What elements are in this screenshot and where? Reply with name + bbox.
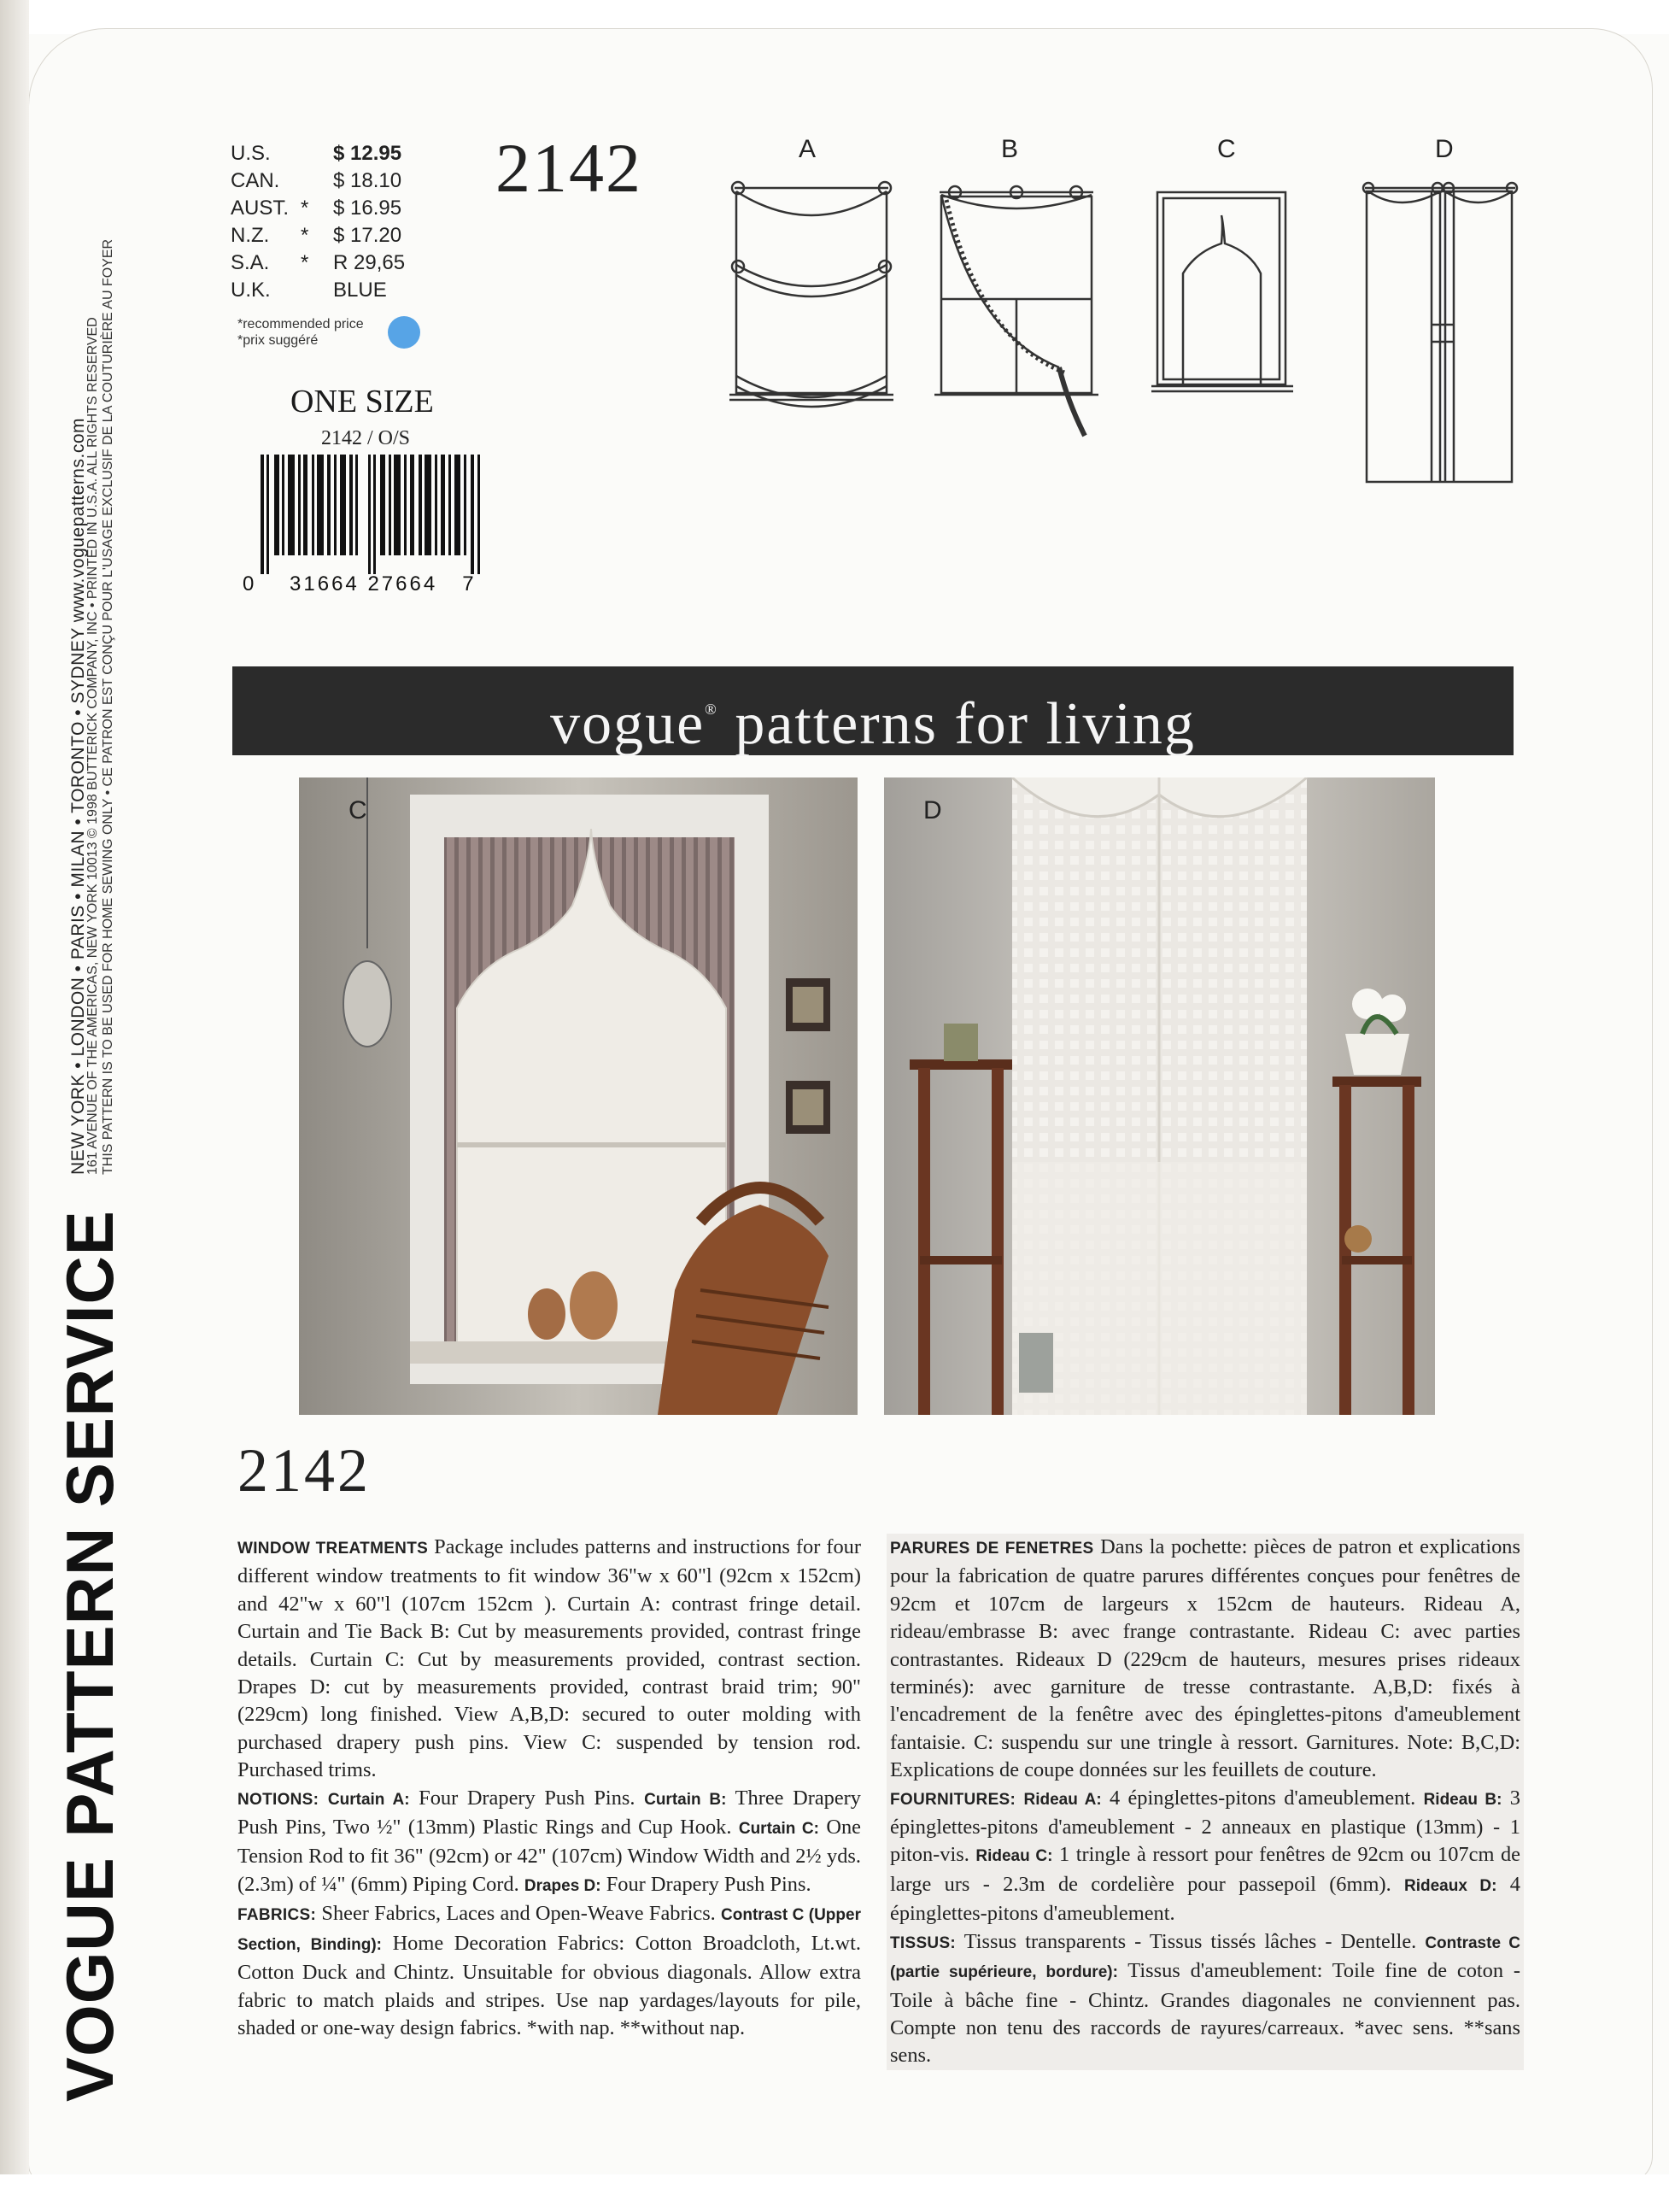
recommended-price-note: *recommended price: [237, 317, 364, 332]
price-country: S.A.: [231, 251, 270, 274]
pattern-number-large: 2142: [237, 1436, 371, 1505]
fournitures-paragraph: [890, 1785, 1520, 1928]
tissus-paragraph: [890, 1928, 1520, 2070]
rideaux-d-label: Rideaux D:: [1403, 1876, 1497, 1895]
price-value: $ 18.10: [333, 169, 402, 192]
window-treatment-drawings-icon: [717, 171, 1529, 487]
section-heading-fr: PARURES DE FENETRES: [890, 1540, 1094, 1558]
window-treatments-paragraph: [237, 1534, 861, 1785]
section-heading: WINDOW TREATMENTS: [237, 1540, 429, 1558]
banner-brand: vogue: [550, 691, 706, 757]
barcode-group-1: 31664: [290, 572, 360, 596]
curtain-c-label: Curtain C:: [738, 1820, 819, 1839]
view-d-drawing-icon: [1363, 183, 1517, 482]
photo-c-illustration-icon: [299, 777, 858, 1415]
price-mark: *: [301, 197, 309, 220]
rideau-a-label: Rideau A:: [1023, 1790, 1102, 1809]
price-notes: [237, 316, 364, 349]
vogue-pattern-service-brand: VOGUE PATTERN SERVICE: [52, 1210, 127, 2102]
barcode-group-2: 27664: [367, 572, 438, 596]
fabrics-paragraph: [237, 1900, 861, 2042]
curtain-b-label: Curtain B:: [644, 1790, 727, 1809]
tissus-heading: TISSUS:: [890, 1933, 957, 1952]
photo-view-c: [299, 777, 858, 1415]
description-text-fr: Dans la pochette: pièces de patron et explications pour la fabrication de quatre parures différentes conçues pour fenêtres de 92cm et 107cm de largeurs x 152cm de hauteurs. Rideau A, rideau/embrasse B: avec frange contrastante. Rideau C: avec parties contrastantes. Rideaux D (229cm de hauteurs, mesures prises rideaux terminés): avec garniture de tresse contrastante. A,B,D: fixés à l'encadrement de la fenêtre avec des épinglettes-pitons d'ameublement fantaisie. C: suspendu sur une tringle à ressort. Garnitures. Note: B,C,D: Explications de coupe données sur les feuillets de couture.: [890, 1535, 1520, 1782]
banner-title: [232, 666, 1514, 755]
fournitures-heading: FOURNITURES:: [890, 1790, 1016, 1809]
price-country: N.Z.: [231, 224, 270, 247]
curtain-a-text: Four Drapery Push Pins.: [419, 1786, 635, 1810]
description-text: Package includes patterns and instructions for four different window treatments to fit window 36"w x 60"l (92cm x 152cm) and 42"w x 60"l (107cm 152cm ). Curtain A: contrast fringe detail. Curtain and Tie Back B: Cut by measurements provided, contrast fringe details. Curtain C: Cut by measurements provided, contrast section. Drapes D: cut by measurements provided, contrast braid trim; 90" (229cm) long finished. View A,B,D: secured to outer molding with purchased drapery push pins. View C: suspended by tension rod. Purchased trims.: [237, 1535, 861, 1782]
fabrics-heading: FABRICS:: [237, 1906, 317, 1925]
notions-paragraph: [237, 1785, 861, 1901]
notions-heading: NOTIONS:: [237, 1790, 319, 1809]
barcode-lead-digit: 0: [243, 572, 257, 596]
curtain-a-label: Curtain A:: [327, 1790, 410, 1809]
view-b-drawing-icon: [934, 186, 1098, 436]
barcode-digits: [243, 572, 477, 596]
price-value: $ 16.95: [333, 197, 402, 220]
price-country: U.S.: [231, 142, 271, 165]
registered-mark: ®: [705, 701, 718, 718]
price-country: AUST.: [231, 197, 290, 220]
contrast-text: Home Decoration Fabrics: Cotton Broadcloth, Lt.wt. Cotton Duck and Chintz. Unsuitable for obvious diagonals. Allow extra fabric to match plaids and stripes. Use nap yardages/layouts for pile, shaded or one-way design fabrics. *with nap. **without nap.: [237, 1931, 861, 2039]
view-label-d: D: [1435, 135, 1454, 163]
curtain-c-text: One Tension Rod to fit 36" (92cm) or 42" (107cm) Window Width and 2½ yds. (2.3m) of ¼" (6mm) Piping Cord.: [237, 1816, 861, 1896]
suggested-price-note: *prix suggéré: [237, 333, 319, 348]
view-label-b: B: [1001, 135, 1019, 163]
price-country: CAN.: [231, 169, 280, 192]
view-label-a: A: [799, 135, 817, 163]
pattern-number: 2142: [495, 129, 642, 207]
english-description: [237, 1534, 861, 2042]
fabrics-text: Sheer Fabrics, Laces and Open-Weave Fabrics.: [321, 1902, 716, 1926]
vertical-cities-line: NEW YORK • LONDON • PARIS • MILAN • TORONTO • SYDNEY www.voguepatterns.com: [68, 418, 88, 1175]
scan-bottom-edge: [0, 2174, 1669, 2212]
rideau-b-label: Rideau B:: [1423, 1790, 1502, 1809]
banner-tagline: patterns for living: [735, 691, 1196, 757]
barcode-check-digit: 7: [462, 572, 477, 596]
photo-view-d: [884, 777, 1435, 1415]
rideau-c-text: 1 tringle à ressort pour fenêtres de 92cm ou 107cm de large urs - 2.3m de cordelière pour passepoil (6mm).: [890, 1843, 1520, 1896]
photo-d-label: D: [923, 796, 942, 824]
view-a-drawing-icon: [729, 182, 893, 407]
photo-c-label: C: [348, 796, 367, 824]
size-code: 2142 / O/S: [321, 427, 411, 449]
price-country: U.K.: [231, 279, 271, 302]
vertical-address-line: 161 AVENUE OF THE AMERICAS, NEW YORK 10013 © 1998 BUTTERICK COMPANY, INC • PRINTED IN U.S.A. ALL RIGHTS RESERVED: [85, 317, 100, 1175]
contraste-text: Tissus d'ameublement: Toile fine de coton - Toile à bâche fine - Chintz. Grandes diagonales ne conviennent pas. Compte non tenu des raccords de rayures/carreaux. *avec sens. **sans sens.: [890, 1959, 1520, 2068]
price-value: R 29,65: [333, 251, 406, 274]
size-label: ONE SIZE: [290, 384, 434, 420]
price-mark: *: [301, 251, 309, 274]
barcode-icon: [261, 455, 491, 574]
price-value: $ 17.20: [333, 224, 402, 247]
french-description: [887, 1534, 1524, 2070]
parures-paragraph: [890, 1534, 1520, 1785]
view-c-drawing-icon: [1151, 192, 1293, 391]
photo-d-illustration-icon: [884, 777, 1435, 1415]
view-drawings: [717, 128, 1529, 487]
price-value: BLUE: [333, 279, 387, 302]
envelope-spine: [0, 0, 29, 2212]
drapes-d-label: Drapes D:: [524, 1876, 601, 1895]
drapes-d-text: Four Drapery Push Pins.: [606, 1872, 811, 1896]
view-label-c: C: [1217, 135, 1236, 163]
vertical-notice-line: THIS PATTERN IS TO BE USED FOR HOME SEWING ONLY • CE PATRON EST CONÇU POUR L'USAGE EXCLUSIF DE LA COUTURIÈRE AU FOYER: [101, 238, 115, 1175]
blue-price-dot: [388, 316, 420, 349]
contraste-label: Contraste C (partie supérieure, bordure):: [890, 1933, 1520, 1982]
curtain-b-text: Three Drapery Push Pins, Two ½" (13mm) Plastic Rings and Cup Hook.: [237, 1786, 861, 1839]
price-value: $ 12.95: [333, 142, 402, 165]
rideau-c-label: Rideau C:: [975, 1847, 1053, 1866]
tissus-text: Tissus transparents - Tissus tissés lâches - Dentelle.: [963, 1929, 1417, 1953]
rideau-a-text: 4 épinglettes-pitons d'ameublement.: [1109, 1786, 1416, 1810]
price-mark: *: [301, 224, 309, 247]
rideau-b-text: 3 épinglettes-pitons d'ameublement - 2 anneaux en plastique (13mm) - 1 piton-vis.: [890, 1786, 1520, 1867]
contrast-label: Contrast C (Upper Section, Binding):: [237, 1906, 861, 1954]
rideaux-d-text: 4 épinglettes-pitons d'ameublement.: [890, 1872, 1520, 1926]
